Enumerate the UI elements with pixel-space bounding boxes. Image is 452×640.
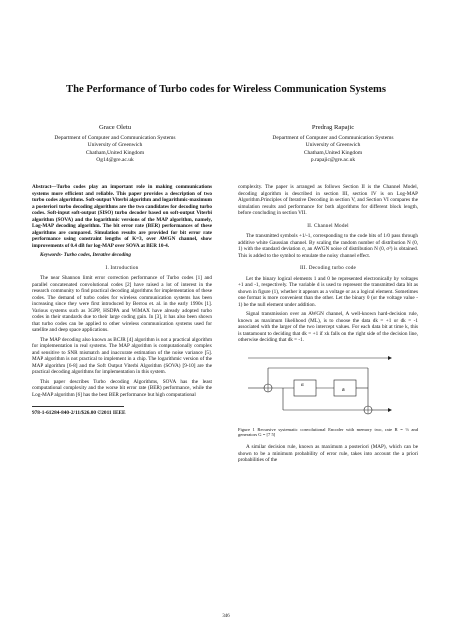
paragraph: Let the binary logical elements 1 and 0 be represented electronically by voltages +1 and -1, respectively. The variable d is used to represent the transmitted data bit as shown in figure (1), whether it appears as a voltage or as a logical element. Sometimes one format is more convenient than the other. Let the binary 0 (or the voltage value - 1) be the null element under addition. [238,275,418,308]
copyright-footer: 978-1-61284-840-2/11/$26.00 ©2011 IEEE [32,410,126,416]
keywords: Keywords- Turbo codes, Iterative decoding [40,252,132,258]
register-label-a: a [342,386,345,393]
delay-register-1 [294,380,316,396]
figure-caption: Figure 1 Recursive systematic convolutional Encoder with memory two, rate R = ⅓ and generators G = [7 5] [238,426,418,438]
paragraph: This paper describes Turbo decoding Algorithms, SOVA has the least computational complexity and the worse bit error rate (BER) performance, while the Log-MAP algorithm [6] has the best BER performance but high computational [32,378,212,398]
author-name: Predrag Rapajic [311,124,355,131]
author-block-1 [40,124,190,164]
register-label-alpha: α [301,382,304,388]
paragraph: complexity. The paper is arranged as follows Section II is the Channel Model, decoding algorithm is described in section III, section IV is on Log-MAP Algorithm.Principles of Iterative Decoding in section V, and Section VI compares the simulation results and performance for both algorithms for different block length, before concluding in section VII. [238,184,418,216]
section-heading-decoding: III. Decoding turbo code [299,265,357,271]
encoder-figure [238,348,418,424]
delay-register-2 [334,380,356,396]
author-name: Grace Oletu [98,124,132,131]
paragraph: Signal transmission over an AWGN channel, A well-known hard-decision rule, known as maximum likelihood (ML), is to choose the data dk = +1 or dk = -1 associated with the larger of the two intercept values. For each data bit at time k, this is tantamount to deciding that dk = +1 if xk falls on the right side of the decision line, otherwise deciding that dk = -1. [238,311,418,343]
section-heading-introduction: I. Introduction [105,264,139,271]
left-column [32,184,212,417]
author-university: University of Greenwich [87,142,143,149]
paper-title: The Performance of Turbo codes for Wireless Communication Systems [66,84,386,95]
right-column [238,184,418,467]
author-dept: Department of Computer and Communication Systems [272,135,394,142]
author-city: Chatham,United Kingdom [303,149,363,156]
paragraph: The transmitted symbols +1/-1, corresponding to the code bits of 1/0 pass through additive white Gaussian channel. By scaling the random number of distribution N (0, 1) with the standard deviation σ, an AWGN noise of distribution N (0, σ²) is obtained. This is added to the symbol to emulate the noisy channel effect. [238,233,418,259]
author-block-2 [258,124,408,164]
author-email: p.rapajic@gre.ac.uk [310,156,356,163]
paragraph: The MAP decoding also known as BCJR [4] algorithm is not a practical algorithm for implementation in real systems. The MAP algorithm is computationally complex and sensitive to SNR mismatch and inaccurate estimation of the noise variance [5]. MAP algorithm is not practical to implement in a chip. The logarithmic version of the MAP algorithm [6-8] and the Soft Output Viterbi Algorithm (SOVA) [9-10] are the practical decoding algorithms for implementation in this system. [32,336,212,375]
footer-divider [32,406,124,407]
abstract: Abstract—Turbo codes play an important role in making communications systems more efficient and reliable. This paper provides a description of two turbo codes algorithms. Soft-output Viterbi algorithm and logarithmic-maximum a posteriori turbo decoding algorithms are the two candidates for decoding turbo codes. Soft-input soft-output (SISO) turbo decoder based on soft-output Viterbi algorithm (SOVA) and the logarithmic versions of the MAP algorithm, namely, Log-MAP decoding algorithm. The bit error rate (BER) performances of these algorithms are compared. Simulation results are provided for bit error rate performance using constraint lengths of K=3, over AWGN channel, show improvements of 0.4 dB for log-MAP over SOVA at BER 10-4. [32,184,212,249]
paragraph: The near Shannon limit error correction performance of Turbo codes [1] and parallel concatenated convolutional codes [2] have raised a lot of interest in the research community to find practical decoding algorithms for implementation of these codes. The demand of turbo codes for wireless communication systems has been increasing since they were first introduced by Berrou et. al. in the early 1990s [1]. Various systems such as 3GPP, HSDPA and WiMAX have already adopted turbo codes in their standards due to their large coding gain. In [3], it has also been shown that turbo codes can be applied to other wireless communication systems used for satellite and deep space applications. [32,275,212,333]
author-university: University of Greenwich [305,142,361,149]
page-number: 346 [222,614,230,619]
author-city: Chatham,United Kingdom [85,149,145,156]
section-heading-channel-model: II. Channel Model [307,222,349,229]
rsc-encoder-diagram [238,348,418,424]
author-dept: Department of Computer and Communication Systems [54,135,176,142]
paragraph: A similar decision rule, known as maximum a posteriori (MAP), which can be shown to be a minimum probability of error rule, takes into account the a priori probabilities of the [238,444,418,464]
author-email: Og14@gre.ac.uk [96,156,134,163]
